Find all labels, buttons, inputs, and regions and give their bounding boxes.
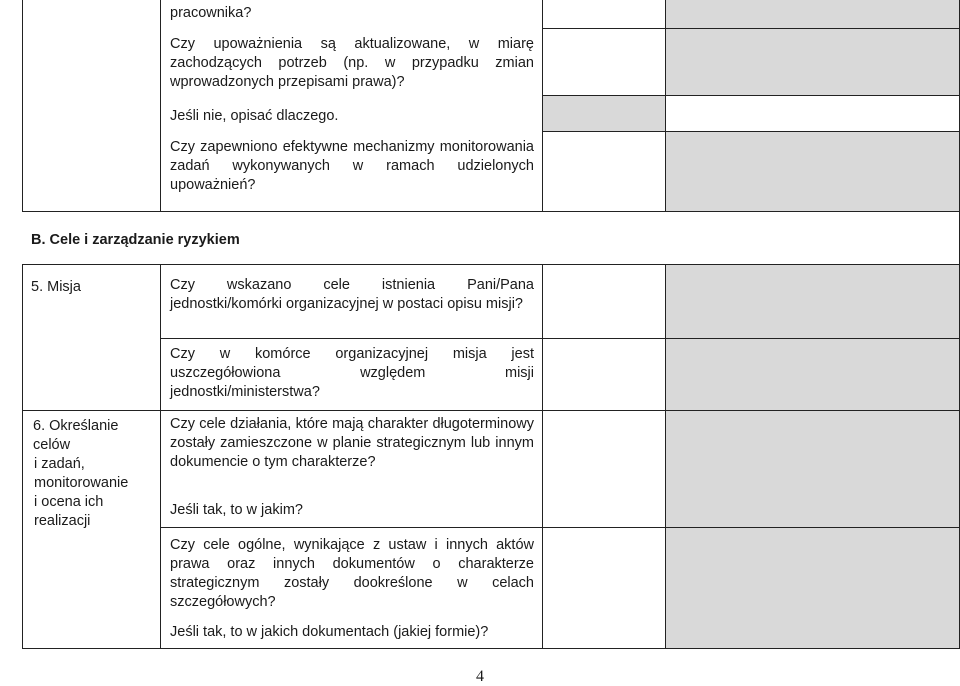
row5-question-2: Czy w komórce organizacyjnej misja jest uszczegółowiona względem misji jednostki/ministerstwa? bbox=[170, 346, 534, 400]
table-rule bbox=[22, 0, 23, 211]
table-rule bbox=[542, 0, 543, 211]
shaded-cell bbox=[543, 96, 665, 131]
table-rule bbox=[22, 410, 960, 411]
shaded-cell bbox=[666, 0, 960, 28]
table-rule bbox=[665, 0, 666, 211]
table-rule bbox=[542, 95, 960, 96]
row6-label-line: monitorowanie bbox=[34, 475, 129, 491]
question-authorizations-note: Jeśli nie, opisać dlaczego. bbox=[170, 108, 339, 124]
table-rule bbox=[22, 264, 960, 265]
table-rule bbox=[160, 527, 960, 528]
table-rule bbox=[542, 28, 960, 29]
question-monitoring: Czy zapewniono efektywne mechanizmy monitorowania zadań wykonywanych w ramach udzielonych upoważnień? bbox=[170, 139, 534, 193]
table-rule bbox=[160, 0, 161, 211]
shaded-cell bbox=[666, 265, 960, 338]
table-rule bbox=[22, 648, 960, 649]
shaded-cell bbox=[666, 29, 960, 95]
question-tail: pracownika? bbox=[170, 5, 252, 21]
row5-label: 5. Misja bbox=[31, 279, 81, 295]
shaded-cell bbox=[666, 411, 960, 527]
table-rule bbox=[542, 265, 543, 649]
table-rule bbox=[22, 265, 23, 649]
row6-label-line: i zadań, bbox=[34, 456, 85, 472]
row5-question-1: Czy wskazano cele istnienia Pani/Pana jednostki/komórki organizacyjnej w postaci opisu misji? bbox=[170, 277, 534, 312]
table-rule bbox=[542, 131, 960, 132]
row6-label-line: realizacji bbox=[34, 513, 91, 529]
row6-question-2: Czy cele ogólne, wynikające z ustaw i innych aktów prawa oraz innych dokumentów o charakterze strategicznym zostały dookreślone w celach szczegółowych? bbox=[170, 537, 534, 610]
page-number: 4 bbox=[476, 668, 484, 685]
shaded-cell bbox=[666, 132, 960, 211]
shaded-cell bbox=[666, 528, 960, 648]
question-authorizations: Czy upoważnienia są aktualizowane, w miarę zachodzących potrzeb (np. w przypadku zmian wprowadzonych przepisami prawa)? bbox=[170, 36, 534, 90]
shaded-cell bbox=[666, 339, 960, 410]
row6-question-1: Czy cele działania, które mają charakter długoterminowy zostały zamieszczone w planie strategicznym lub innym dokumencie o tym charakterze? bbox=[170, 416, 534, 470]
table-rule bbox=[160, 265, 161, 649]
row6-question-2-note: Jeśli tak, to w jakich dokumentach (jakiej formie)? bbox=[170, 624, 489, 640]
row6-label-line: 6. Określanie celów bbox=[33, 418, 119, 453]
table-rule bbox=[22, 211, 960, 212]
section-b-heading: B. Cele i zarządzanie ryzykiem bbox=[31, 232, 240, 248]
table-rule bbox=[160, 338, 960, 339]
row6-question-1-note: Jeśli tak, to w jakim? bbox=[170, 502, 303, 518]
row6-label bbox=[33, 417, 158, 531]
row6-label-line: i ocena ich bbox=[34, 494, 104, 510]
table-rule bbox=[665, 265, 666, 649]
